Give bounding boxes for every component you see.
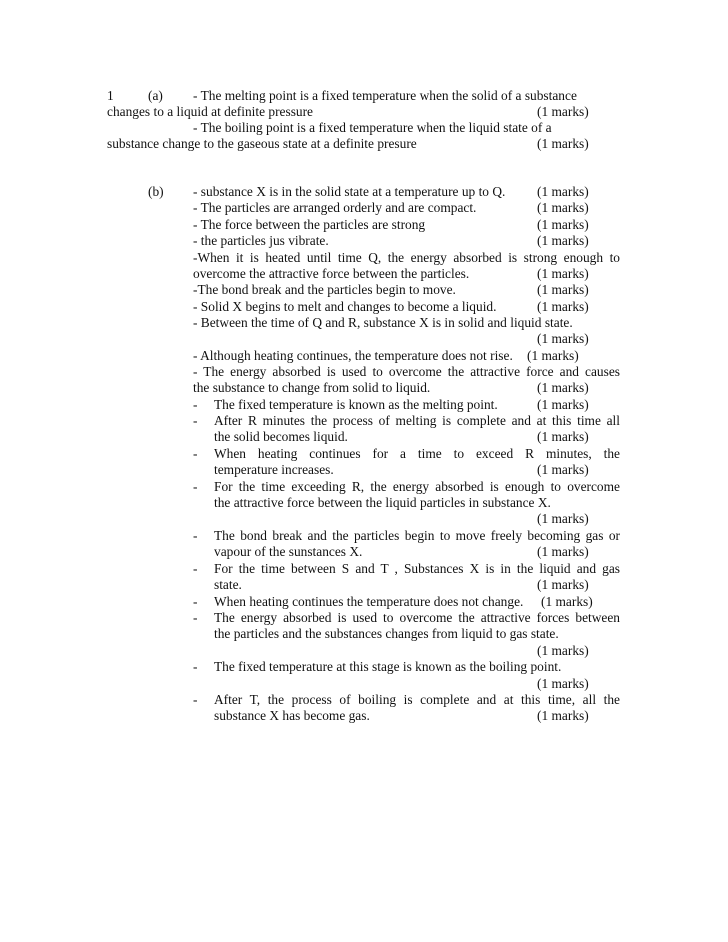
mark-label: (1 marks) [537, 462, 589, 477]
bullet-text: substance X has become gas. [214, 708, 370, 723]
mark-label: (1 marks) [537, 299, 589, 314]
melting-point-line-2: changes to a liquid at definite pressure [107, 104, 313, 119]
mark-label: (1 marks) [537, 708, 589, 723]
bullet-text: The fixed temperature at this stage is known as the boiling point. [214, 659, 562, 674]
mark-label: (1 marks) [537, 200, 589, 215]
bullet-text: the attractive force between the liquid particles in substance X. [214, 495, 551, 510]
bullet-text: After R minutes the process of melting is complete and at this time all [214, 413, 620, 428]
mark-label: (1 marks) [537, 104, 589, 119]
mark-label: (1 marks) [537, 233, 589, 248]
bullet-text: When heating continues the temperature does not change. [214, 594, 524, 609]
answer-line: - The force between the particles are strong [193, 217, 426, 232]
answer-line: - The particles are arranged orderly and are compact. [193, 200, 477, 215]
mark-label: (1 marks) [537, 136, 589, 151]
bullet-text: temperature increases. [214, 462, 334, 477]
mark-label: (1 marks) [537, 429, 589, 444]
bullet-dash: - [193, 692, 198, 707]
bullet-text: the solid becomes liquid. [214, 429, 348, 444]
mark-label: (1 marks) [537, 643, 589, 658]
mark-label: (1 marks) [537, 184, 589, 199]
bullet-dash: - [193, 446, 198, 461]
bullet-text: the particles and the substances changes from liquid to gas state. [214, 626, 559, 641]
part-a-label: (a) [148, 88, 163, 103]
bullet-dash: - [193, 594, 198, 609]
bullet-dash: - [193, 479, 198, 494]
bullet-dash: - [193, 659, 198, 674]
bullet-dash: - [193, 561, 198, 576]
mark-label: (1 marks) [537, 282, 589, 297]
answer-line: - Although heating continues, the temperature does not rise. [193, 348, 513, 363]
mark-label: (1 marks) [537, 266, 589, 281]
mark-label: (1 marks) [527, 348, 579, 363]
mark-label: (1 marks) [537, 544, 589, 559]
bullet-dash: - [193, 413, 198, 428]
answer-line: -When it is heated until time Q, the energy absorbed is strong enough to [193, 250, 620, 265]
answer-line: - Between the time of Q and R, substance X is in solid and liquid state. [193, 315, 573, 330]
bullet-text: For the time between S and T , Substances X is in the liquid and gas [214, 561, 620, 576]
bullet-dash: - [193, 610, 198, 625]
answer-line: - substance X is in the solid state at a temperature up to Q. [193, 184, 506, 199]
answer-line: the substance to change from solid to liquid. [193, 380, 431, 395]
bullet-text: The bond break and the particles begin to move freely becoming gas or [214, 528, 620, 543]
bullet-text: For the time exceeding R, the energy absorbed is enough to overcome [214, 479, 620, 494]
answer-line: - Solid X begins to melt and changes to become a liquid. [193, 299, 497, 314]
mark-label: (1 marks) [537, 217, 589, 232]
mark-label: (1 marks) [537, 577, 589, 592]
mark-label: (1 marks) [537, 676, 589, 691]
bullet-text: The fixed temperature is known as the melting point. [214, 397, 498, 412]
part-b-label: (b) [148, 184, 164, 199]
mark-label: (1 marks) [537, 380, 589, 395]
question-number: 1 [107, 88, 114, 103]
bullet-text: When heating continues for a time to exceed R minutes, the [214, 446, 620, 461]
bullet-text: After T, the process of boiling is complete and at this time, all the [214, 692, 620, 707]
answer-line: - the particles jus vibrate. [193, 233, 329, 248]
boiling-point-line-2: substance change to the gaseous state at a definite presure [107, 136, 417, 151]
bullet-dash: - [193, 397, 198, 412]
mark-label: (1 marks) [537, 397, 589, 412]
mark-label: (1 marks) [537, 511, 589, 526]
bullet-text: vapour of the sunstances X. [214, 544, 363, 559]
bullet-dash: - [193, 528, 198, 543]
answer-line: -The bond break and the particles begin to move. [193, 282, 456, 297]
bullet-text: The energy absorbed is used to overcome the attractive forces between [214, 610, 620, 625]
answer-line: - The energy absorbed is used to overcome the attractive force and causes [193, 364, 620, 379]
bullet-text: state. [214, 577, 242, 592]
melting-point-line-1: - The melting point is a fixed temperature when the solid of a substance [193, 88, 577, 103]
mark-label: (1 marks) [541, 594, 593, 609]
mark-label: (1 marks) [537, 331, 589, 346]
answer-line: overcome the attractive force between the particles. [193, 266, 470, 281]
boiling-point-line-1: - The boiling point is a fixed temperature when the liquid state of a [193, 120, 552, 135]
